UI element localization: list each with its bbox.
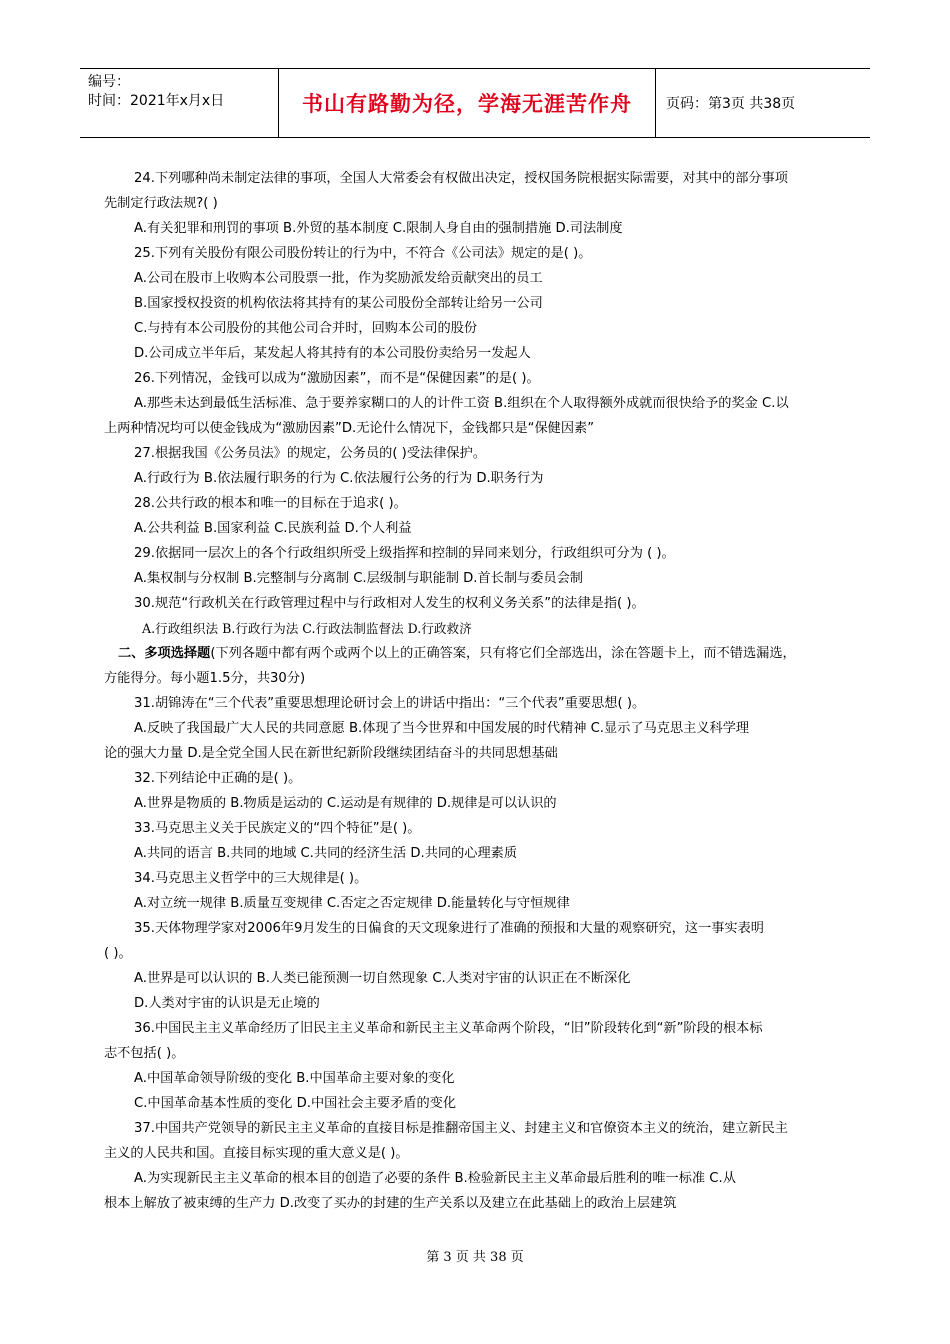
section-instructions: (下列各题中都有两个或两个以上的正确答案，只有将它们全部选出，涂在答题卡上，而不错选漏选， [210,646,796,661]
options-36-cd: C.中国革命基本性质的变化 D.中国社会主要矛盾的变化 [134,1096,457,1111]
question-36-cont: 志不包括( )。 [104,1046,185,1061]
options-27: A.行政行为 B.依法履行职务的行为 C.依法履行公务的行为 D.职务行为 [134,471,544,486]
question-37-cont: 主义的人民共和国。直接目标实现的重大意义是( )。 [104,1146,409,1161]
header-meta [80,69,278,137]
option-25-d: D.公司成立半年后，某发起人将其持有的本公司股份卖给另一发起人 [134,346,531,361]
options-37: A.为实现新民主主义革命的根本目的创造了必要的条件 B.检验新民主主义革命最后胜利的唯一标准 C.从 [134,1171,736,1186]
option-25-a: A.公司在股市上收购本公司股票一批，作为奖励派发给贡献突出的员工 [134,271,543,286]
question-32: 32.下列结论中正确的是( )。 [134,771,302,786]
options-26-cont: 上两种情况均可以使金钱成为“激励因素”D.无论什么情况下，金钱都只是“保健因素” [104,421,595,436]
options-34: A.对立统一规律 B.质量互变规律 C.否定之否定规律 D.能量转化与守恒规律 [134,896,570,911]
motto: 书山有路勤为径，学海无涯苦作舟 [278,69,656,137]
option-25-b: B.国家授权投资的机构依法将其持有的某公司股份全部转让给另一公司 [134,296,543,311]
section-instructions-cont: 方能得分。每小题1.5分，共30分) [104,671,306,686]
question-26: 26.下列情况，金钱可以成为“激励因素”，而不是“保健因素”的是( )。 [134,371,540,386]
section-heading [104,641,850,666]
question-25: 25.下列有关股份有限公司股份转让的行为中，不符合《公司法》规定的是( )。 [134,246,592,261]
question-34: 34.马克思主义哲学中的三大规律是( )。 [134,871,368,886]
options-24: A.有关犯罪和刑罚的事项 B.外贸的基本制度 C.限制人身自由的强制措施 D.司法制度 [134,221,623,236]
options-32: A.世界是物质的 B.物质是运动的 C.运动是有规律的 D.规律是可以认识的 [134,796,557,811]
options-30: A.行政组织法 B.行政行为法 C.行政法制监督法 D.行政救济 [142,621,472,636]
question-33: 33.马克思主义关于民族定义的“四个特征”是( )。 [134,821,421,836]
question-27: 27.根据我国《公务员法》的规定，公务员的( )受法律保护。 [134,446,486,461]
option-35-d: D.人类对宇宙的认识是无止境的 [134,996,320,1011]
question-35-cont: ( )。 [104,946,132,961]
question-29: 29.依据同一层次上的各个行政组织所受上级指挥和控制的异同来划分，行政组织可分为 ( )。 [134,546,675,561]
page-label: 页码：第3页 共38页 [666,96,796,112]
question-35: 35.天体物理学家对2006年9月发生的日偏食的天文现象进行了准确的预报和大量的观察研究，这一事实表明 [134,921,764,936]
options-37-cont: 根本上解放了被束缚的生产力 D.改变了买办的封建的生产关系以及建立在此基础上的政治上层建筑 [104,1196,677,1211]
options-35: A.世界是可以认识的 B.人类已能预测一切自然现象 C.人类对宇宙的认识正在不断深化 [134,971,631,986]
options-29: A.集权制与分权制 B.完整制与分离制 C.层级制与职能制 D.首长制与委员会制 [134,571,583,586]
time-label: 时间：2021年x月x日 [88,93,225,109]
options-28: A.公共利益 B.国家利益 C.民族利益 D.个人利益 [134,521,412,536]
question-28: 28.公共行政的根本和唯一的目标在于追求( )。 [134,496,407,511]
options-26: A.那些未达到最低生活标准、急于要养家糊口的人的计件工资 B.组织在个人取得额外成就而很快给予的奖金 C.以 [134,396,789,411]
question-24-cont: 先制定行政法规?( ) [104,196,218,211]
options-31: A.反映了我国最广大人民的共同意愿 B.体现了当今世界和中国发展的时代精神 C.显示了马克思主义科学理 [134,721,750,736]
question-31: 31.胡锦涛在“三个代表”重要思想理论研讨会上的讲话中指出：“三个代表”重要思想( )。 [134,696,646,711]
question-37: 37.中国共产党领导的新民主主义革命的直接目标是推翻帝国主义、封建主义和官僚资本主义的统治，建立新民主 [134,1121,788,1136]
options-36-ab: A.中国革命领导阶级的变化 B.中国革命主要对象的变化 [134,1071,455,1086]
question-30: 30.规范“行政机关在行政管理过程中与行政相对人发生的权利义务关系”的法律是指( )。 [134,596,645,611]
question-36: 36.中国民主主义革命经历了旧民主主义革命和新民主主义革命两个阶段，“旧”阶段转化到“新”阶段的根本标 [134,1021,763,1036]
page-header [80,68,870,138]
number-label: 编号： [88,74,130,90]
option-25-c: C.与持有本公司股份的其他公司合并时，回购本公司的股份 [134,321,478,336]
document-body [104,166,850,1216]
options-31-cont: 论的强大力量 D.是全党全国人民在新世纪新阶段继续团结奋斗的共同思想基础 [104,746,558,761]
options-33: A.共同的语言 B.共同的地域 C.共同的经济生活 D.共同的心理素质 [134,846,518,861]
section-title: 二、多项选择题 [118,646,211,661]
page-footer: 第 3 页 共 38 页 [426,1250,524,1265]
question-24: 24.下列哪种尚未制定法律的事项，全国人大常委会有权做出决定，授权国务院根据实际需要，对其中的部分事项 [134,171,788,186]
